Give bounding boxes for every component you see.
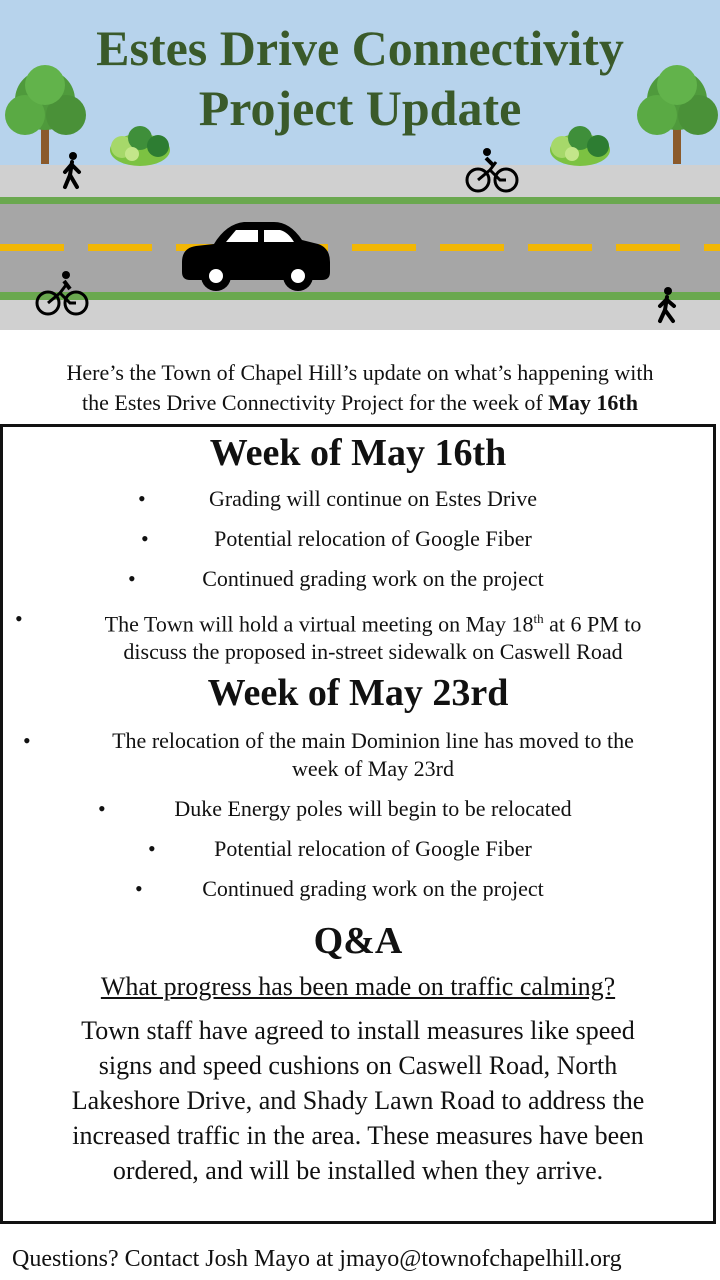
list-item-text: Duke Energy poles will begin to be relocated — [174, 796, 572, 821]
week-2-heading: Week of May 23rd — [207, 672, 509, 714]
list-item — [3, 525, 713, 565]
list-item-text-line-2: discuss the proposed in-street sidewalk on Caswell Road — [123, 639, 623, 665]
qa-answer-line: ordered, and will be installed when they arrive. — [112, 1156, 604, 1185]
list-item — [3, 605, 713, 663]
qa-answer-line: increased traffic in the area. These measures have been — [72, 1121, 644, 1150]
qa-answer — [3, 1013, 713, 1188]
intro-line-1: Here’s the Town of Chapel Hill’s update on what’s happening with — [66, 360, 654, 385]
title-line-1: Estes Drive Connectivity — [96, 20, 624, 76]
list-item — [3, 875, 713, 915]
page-title — [0, 18, 720, 138]
bullet-icon: • — [135, 876, 143, 901]
qa-question: What progress has been made on traffic calming? — [100, 972, 616, 1001]
list-item-text: Potential relocation of Google Fiber — [214, 526, 532, 551]
intro-line-2-text: the Estes Drive Connectivity Project for the week of — [82, 390, 543, 415]
title-line-2: Project Update — [198, 80, 522, 136]
qa-answer-line: Town staff have agreed to install measures like speed — [81, 1016, 635, 1045]
bullet-icon: • — [15, 606, 23, 631]
bullet-icon: • — [98, 796, 106, 821]
bullet-icon: • — [141, 526, 149, 551]
list-item — [3, 485, 713, 525]
list-item — [3, 795, 713, 835]
header-banner — [0, 0, 720, 330]
list-item — [3, 727, 713, 795]
week-1-heading: Week of May 16th — [209, 432, 507, 474]
bullet-icon: • — [23, 728, 31, 753]
qa-heading: Q&A — [313, 920, 403, 962]
bullet-icon: • — [148, 836, 156, 861]
list-item-text: The Town will hold a virtual meeting on May 18th at 6 PM to — [104, 611, 642, 637]
intro-paragraph — [0, 358, 720, 418]
list-item-text: The relocation of the main Dominion line has moved to the — [112, 728, 634, 753]
list-item-text: Continued grading work on the project — [202, 876, 544, 901]
week-1-list — [3, 485, 713, 663]
intro-week-date: May 16th — [548, 390, 638, 415]
list-item — [3, 565, 713, 605]
list-item-text: Grading will continue on Estes Drive — [208, 486, 538, 511]
intro-line-2 — [0, 388, 720, 418]
bullet-icon: • — [138, 486, 146, 511]
week-2-list — [3, 727, 713, 915]
bullet-icon: • — [128, 566, 136, 591]
update-box — [0, 424, 716, 1224]
list-item-text: Continued grading work on the project — [202, 566, 544, 591]
list-item-text-line-2: week of May 23rd — [292, 756, 454, 781]
qa-answer-line: signs and speed cushions on Caswell Road, North — [98, 1051, 618, 1080]
list-item-text: Potential relocation of Google Fiber — [214, 836, 532, 861]
list-item — [3, 835, 713, 875]
contact-footer: Questions? Contact Josh Mayo at jmayo@townofchapelhill.org — [12, 1246, 622, 1272]
qa-answer-line: Lakeshore Drive, and Shady Lawn Road to address the — [71, 1086, 645, 1115]
